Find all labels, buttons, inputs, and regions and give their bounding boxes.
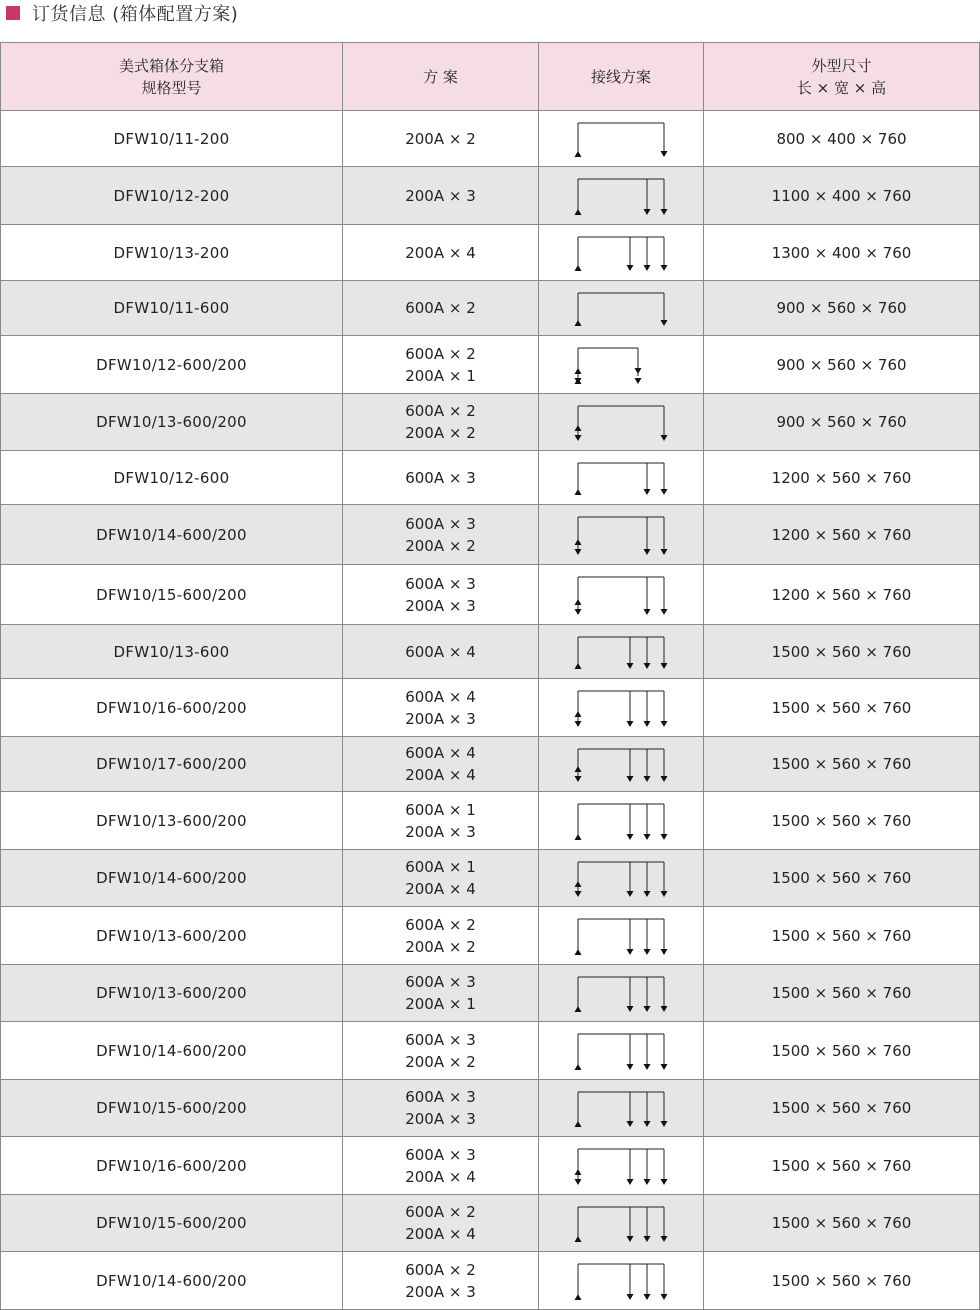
scheme-line: 600A × 1 <box>405 858 476 876</box>
dims-cell: 1100 × 400 × 760 <box>704 167 980 225</box>
table-row <box>1 451 980 505</box>
down-arrow-icon <box>627 776 634 782</box>
down-arrow-icon <box>644 1236 651 1242</box>
wiring-cell <box>539 625 704 679</box>
ordering-table <box>0 42 980 1310</box>
scheme-line: 200A × 1 <box>405 366 476 385</box>
down-arrow-icon <box>644 891 651 897</box>
model-cell: DFW10/14-600/200 <box>1 505 343 565</box>
dims-cell: 1500 × 560 × 760 <box>704 965 980 1022</box>
down-arrow-icon <box>661 1006 668 1012</box>
down-arrow-icon <box>644 834 651 840</box>
wiring-cell <box>539 1080 704 1137</box>
model-cell: DFW10/15-600/200 <box>1 1080 343 1137</box>
scheme-line: 200A × 4 <box>405 766 476 784</box>
down-arrow-icon <box>661 1294 668 1300</box>
wiring-diagram-icon <box>566 1141 676 1191</box>
down-arrow-icon <box>575 609 582 615</box>
scheme-cell <box>343 965 539 1022</box>
scheme-line: 200A × 4 <box>405 880 476 898</box>
dims-cell: 1500 × 560 × 760 <box>704 737 980 792</box>
wiring-diagram-icon <box>566 1256 676 1306</box>
model-cell: DFW10/16-600/200 <box>1 1137 343 1195</box>
scheme-line: 200A × 3 <box>405 709 476 728</box>
down-arrow-icon <box>661 663 668 669</box>
down-arrow-icon <box>661 1121 668 1127</box>
table-row <box>1 505 980 565</box>
wiring-diagram-icon <box>566 1199 676 1248</box>
model-cell: DFW10/16-600/200 <box>1 679 343 737</box>
wiring-diagram-icon <box>566 509 676 561</box>
scheme-line: 600A × 2 <box>405 402 476 420</box>
scheme-cell <box>343 451 539 505</box>
down-arrow-icon <box>627 721 634 727</box>
down-arrow-icon <box>661 1236 668 1242</box>
up-arrow-icon <box>575 1064 582 1070</box>
down-arrow-icon <box>644 1006 651 1012</box>
dims-cell: 1200 × 560 × 760 <box>704 565 980 625</box>
model-cell: DFW10/13-200 <box>1 225 343 281</box>
down-arrow-icon <box>644 721 651 727</box>
down-arrow-icon <box>635 368 642 374</box>
scheme-line: 200A × 3 <box>405 186 476 205</box>
model-cell: DFW10/17-600/200 <box>1 737 343 792</box>
scheme-line: 600A × 3 <box>405 1088 476 1106</box>
down-arrow-icon <box>575 435 582 441</box>
model-cell: DFW10/11-200 <box>1 111 343 167</box>
wiring-cell <box>539 965 704 1022</box>
dims-cell: 1500 × 560 × 760 <box>704 850 980 907</box>
table-row <box>1 281 980 336</box>
down-arrow-icon <box>627 891 634 897</box>
up-arrow-icon <box>575 663 582 669</box>
scheme-cell <box>343 679 539 737</box>
wiring-diagram-icon <box>566 1026 676 1076</box>
down-arrow-icon <box>575 549 582 555</box>
wiring-diagram-icon <box>566 854 676 903</box>
down-arrow-icon <box>575 891 582 897</box>
up-arrow-icon <box>575 1294 582 1300</box>
scheme-line: 600A × 1 <box>405 800 476 819</box>
table-row <box>1 565 980 625</box>
scheme-cell <box>343 1252 539 1310</box>
wiring-cell <box>539 451 704 505</box>
dims-cell: 1500 × 560 × 760 <box>704 792 980 850</box>
model-cell: DFW10/13-600/200 <box>1 907 343 965</box>
model-cell: DFW10/13-600/200 <box>1 965 343 1022</box>
table-row <box>1 965 980 1022</box>
scheme-line: 200A × 4 <box>405 1225 476 1243</box>
down-arrow-icon <box>644 209 651 215</box>
header-dims: 外型尺寸 长 × 宽 × 高 <box>704 43 980 111</box>
scheme-line: 200A × 4 <box>405 1167 476 1186</box>
scheme-line: 600A × 2 <box>405 915 476 934</box>
scheme-cell <box>343 281 539 336</box>
scheme-cell <box>343 225 539 281</box>
scheme-line: 600A × 3 <box>405 973 476 991</box>
up-arrow-icon <box>575 881 582 887</box>
up-arrow-icon <box>575 425 582 431</box>
scheme-cell <box>343 336 539 394</box>
dims-cell: 1500 × 560 × 760 <box>704 907 980 965</box>
scheme-line: 200A × 3 <box>405 1110 476 1128</box>
up-arrow-icon <box>575 599 582 605</box>
down-arrow-icon <box>644 1179 651 1185</box>
wiring-diagram-icon <box>566 398 676 447</box>
model-cell: DFW10/14-600/200 <box>1 1022 343 1080</box>
table-row <box>1 394 980 451</box>
up-arrow-icon <box>575 368 582 374</box>
wiring-diagram-icon <box>566 969 676 1018</box>
scheme-line: 200A × 4 <box>405 243 476 262</box>
table-header-row <box>1 43 980 111</box>
dims-cell: 900 × 560 × 760 <box>704 394 980 451</box>
dims-cell: 1500 × 560 × 760 <box>704 625 980 679</box>
scheme-cell <box>343 792 539 850</box>
scheme-cell <box>343 111 539 167</box>
wiring-cell <box>539 505 704 565</box>
table-row <box>1 679 980 737</box>
wiring-cell <box>539 1022 704 1080</box>
down-arrow-icon <box>661 209 668 215</box>
scheme-line: 200A × 2 <box>405 424 476 442</box>
scheme-line: 200A × 2 <box>405 129 476 148</box>
down-arrow-icon <box>661 151 668 157</box>
down-arrow-icon <box>661 489 668 495</box>
down-arrow-icon <box>644 949 651 955</box>
down-arrow-icon <box>661 549 668 555</box>
table-row <box>1 1080 980 1137</box>
wiring-cell <box>539 394 704 451</box>
scheme-line: 200A × 3 <box>405 822 476 841</box>
up-arrow-icon <box>575 1121 582 1127</box>
down-arrow-icon <box>661 949 668 955</box>
scheme-line: 600A × 2 <box>405 1260 476 1279</box>
bullet-square-icon <box>6 6 20 20</box>
down-arrow-icon <box>661 265 668 271</box>
down-arrow-icon <box>644 1064 651 1070</box>
scheme-line: 600A × 3 <box>405 514 476 533</box>
down-arrow-icon <box>627 1179 634 1185</box>
wiring-cell <box>539 1252 704 1310</box>
up-arrow-icon <box>575 151 582 157</box>
table-row <box>1 336 980 394</box>
model-cell: DFW10/14-600/200 <box>1 1252 343 1310</box>
wiring-diagram-icon <box>566 285 676 332</box>
down-arrow-icon <box>644 609 651 615</box>
model-cell: DFW10/15-600/200 <box>1 1195 343 1252</box>
scheme-line: 600A × 4 <box>405 642 476 661</box>
model-cell: DFW10/12-200 <box>1 167 343 225</box>
scheme-cell <box>343 1195 539 1252</box>
wiring-cell <box>539 1195 704 1252</box>
scheme-cell <box>343 1080 539 1137</box>
down-arrow-icon <box>661 435 668 441</box>
scheme-cell <box>343 167 539 225</box>
dims-cell: 900 × 560 × 760 <box>704 336 980 394</box>
down-arrow-icon <box>627 834 634 840</box>
up-arrow-icon <box>575 711 582 717</box>
wiring-diagram-icon <box>566 229 676 277</box>
up-arrow-icon <box>575 489 582 495</box>
down-arrow-icon <box>661 1064 668 1070</box>
scheme-line: 200A × 2 <box>405 1052 476 1071</box>
table-row <box>1 225 980 281</box>
dims-cell: 900 × 560 × 760 <box>704 281 980 336</box>
wiring-cell <box>539 225 704 281</box>
up-arrow-icon <box>575 949 582 955</box>
model-cell: DFW10/13-600/200 <box>1 792 343 850</box>
table-body <box>1 111 980 1310</box>
scheme-line: 600A × 3 <box>405 1145 476 1164</box>
down-arrow-icon <box>627 1006 634 1012</box>
dims-cell: 1200 × 560 × 760 <box>704 505 980 565</box>
down-arrow-icon <box>644 1294 651 1300</box>
model-cell: DFW10/12-600 <box>1 451 343 505</box>
up-arrow-icon <box>575 320 582 326</box>
table-row <box>1 850 980 907</box>
header-model: 美式箱体分支箱 规格型号 <box>1 43 343 111</box>
down-arrow-icon <box>627 1121 634 1127</box>
scheme-line: 600A × 2 <box>405 344 476 363</box>
up-arrow-icon <box>575 265 582 271</box>
scheme-cell <box>343 625 539 679</box>
scheme-cell <box>343 1137 539 1195</box>
table-row <box>1 625 980 679</box>
scheme-line: 200A × 3 <box>405 596 476 615</box>
wiring-cell <box>539 336 704 394</box>
dims-cell: 1500 × 560 × 760 <box>704 1080 980 1137</box>
table-row <box>1 1137 980 1195</box>
scheme-line: 600A × 3 <box>405 468 476 487</box>
scheme-line: 600A × 4 <box>405 744 476 762</box>
wiring-cell <box>539 907 704 965</box>
scheme-cell <box>343 505 539 565</box>
scheme-line: 600A × 2 <box>405 1203 476 1221</box>
model-cell: DFW10/11-600 <box>1 281 343 336</box>
wiring-cell <box>539 167 704 225</box>
wiring-diagram-icon <box>566 115 676 163</box>
down-arrow-icon <box>575 721 582 727</box>
scheme-line: 600A × 4 <box>405 687 476 706</box>
wiring-cell <box>539 679 704 737</box>
dims-cell: 1300 × 400 × 760 <box>704 225 980 281</box>
table-row <box>1 1252 980 1310</box>
scheme-line: 200A × 1 <box>405 995 476 1013</box>
scheme-cell <box>343 850 539 907</box>
up-arrow-icon <box>575 539 582 545</box>
wiring-cell <box>539 792 704 850</box>
down-arrow-icon <box>661 834 668 840</box>
wiring-diagram-icon <box>566 629 676 675</box>
table-row <box>1 1195 980 1252</box>
down-arrow-icon <box>627 1064 634 1070</box>
scheme-line: 200A × 3 <box>405 1282 476 1301</box>
down-arrow-icon <box>627 949 634 955</box>
scheme-line: 600A × 3 <box>405 574 476 593</box>
dims-cell: 1500 × 560 × 760 <box>704 1022 980 1080</box>
down-arrow-icon <box>644 776 651 782</box>
up-arrow-icon <box>575 834 582 840</box>
up-arrow-icon <box>575 1006 582 1012</box>
wiring-cell <box>539 850 704 907</box>
scheme-line: 200A × 2 <box>405 937 476 956</box>
header-wiring: 接线方案 <box>539 43 704 111</box>
wiring-cell <box>539 281 704 336</box>
model-cell: DFW10/13-600/200 <box>1 394 343 451</box>
up-arrow-icon <box>575 209 582 215</box>
wiring-cell <box>539 737 704 792</box>
down-arrow-icon <box>627 1236 634 1242</box>
down-arrow-icon <box>661 320 668 326</box>
wiring-diagram-icon <box>566 455 676 501</box>
wiring-diagram-icon <box>566 741 676 788</box>
wiring-cell <box>539 565 704 625</box>
down-arrow-icon <box>635 378 642 384</box>
dims-cell: 800 × 400 × 760 <box>704 111 980 167</box>
wiring-diagram-icon <box>566 171 676 221</box>
wiring-diagram-icon <box>566 796 676 846</box>
wiring-diagram-icon <box>566 1084 676 1133</box>
scheme-cell <box>343 394 539 451</box>
header-scheme: 方 案 <box>343 43 539 111</box>
scheme-cell <box>343 565 539 625</box>
down-arrow-icon <box>575 776 582 782</box>
scheme-line: 600A × 2 <box>405 299 476 317</box>
down-arrow-icon <box>661 609 668 615</box>
dims-cell: 1200 × 560 × 760 <box>704 451 980 505</box>
wiring-diagram-icon <box>566 340 676 390</box>
dims-cell: 1500 × 560 × 760 <box>704 679 980 737</box>
wiring-diagram-icon <box>566 911 676 961</box>
table-row <box>1 167 980 225</box>
up-arrow-icon <box>575 766 582 772</box>
down-arrow-icon <box>661 721 668 727</box>
down-arrow-icon <box>627 1294 634 1300</box>
table-row <box>1 1022 980 1080</box>
scheme-line: 200A × 2 <box>405 536 476 555</box>
wiring-diagram-icon <box>566 569 676 621</box>
model-cell: DFW10/12-600/200 <box>1 336 343 394</box>
down-arrow-icon <box>661 891 668 897</box>
table-row <box>1 111 980 167</box>
model-cell: DFW10/13-600 <box>1 625 343 679</box>
wiring-cell <box>539 111 704 167</box>
scheme-cell <box>343 1022 539 1080</box>
down-arrow-icon <box>644 663 651 669</box>
down-arrow-icon <box>627 265 634 271</box>
down-arrow-icon <box>644 1121 651 1127</box>
up-arrow-icon <box>575 1236 582 1242</box>
down-arrow-icon <box>644 489 651 495</box>
wiring-diagram-icon <box>566 683 676 733</box>
wiring-cell <box>539 1137 704 1195</box>
up-arrow-icon <box>575 1169 582 1175</box>
dims-cell: 1500 × 560 × 760 <box>704 1195 980 1252</box>
model-cell: DFW10/15-600/200 <box>1 565 343 625</box>
scheme-cell <box>343 907 539 965</box>
down-arrow-icon <box>644 549 651 555</box>
table-row <box>1 737 980 792</box>
table-row <box>1 907 980 965</box>
down-arrow-icon <box>575 1179 582 1185</box>
table-row <box>1 792 980 850</box>
dims-cell: 1500 × 560 × 760 <box>704 1137 980 1195</box>
dims-cell: 1500 × 560 × 760 <box>704 1252 980 1310</box>
model-cell: DFW10/14-600/200 <box>1 850 343 907</box>
down-arrow-icon <box>644 265 651 271</box>
section-header <box>0 0 980 26</box>
section-title: 订货信息 (箱体配置方案) <box>32 4 239 25</box>
scheme-line: 600A × 3 <box>405 1030 476 1049</box>
down-arrow-icon <box>661 1179 668 1185</box>
down-arrow-icon <box>661 776 668 782</box>
down-arrow-icon <box>627 663 634 669</box>
scheme-cell <box>343 737 539 792</box>
